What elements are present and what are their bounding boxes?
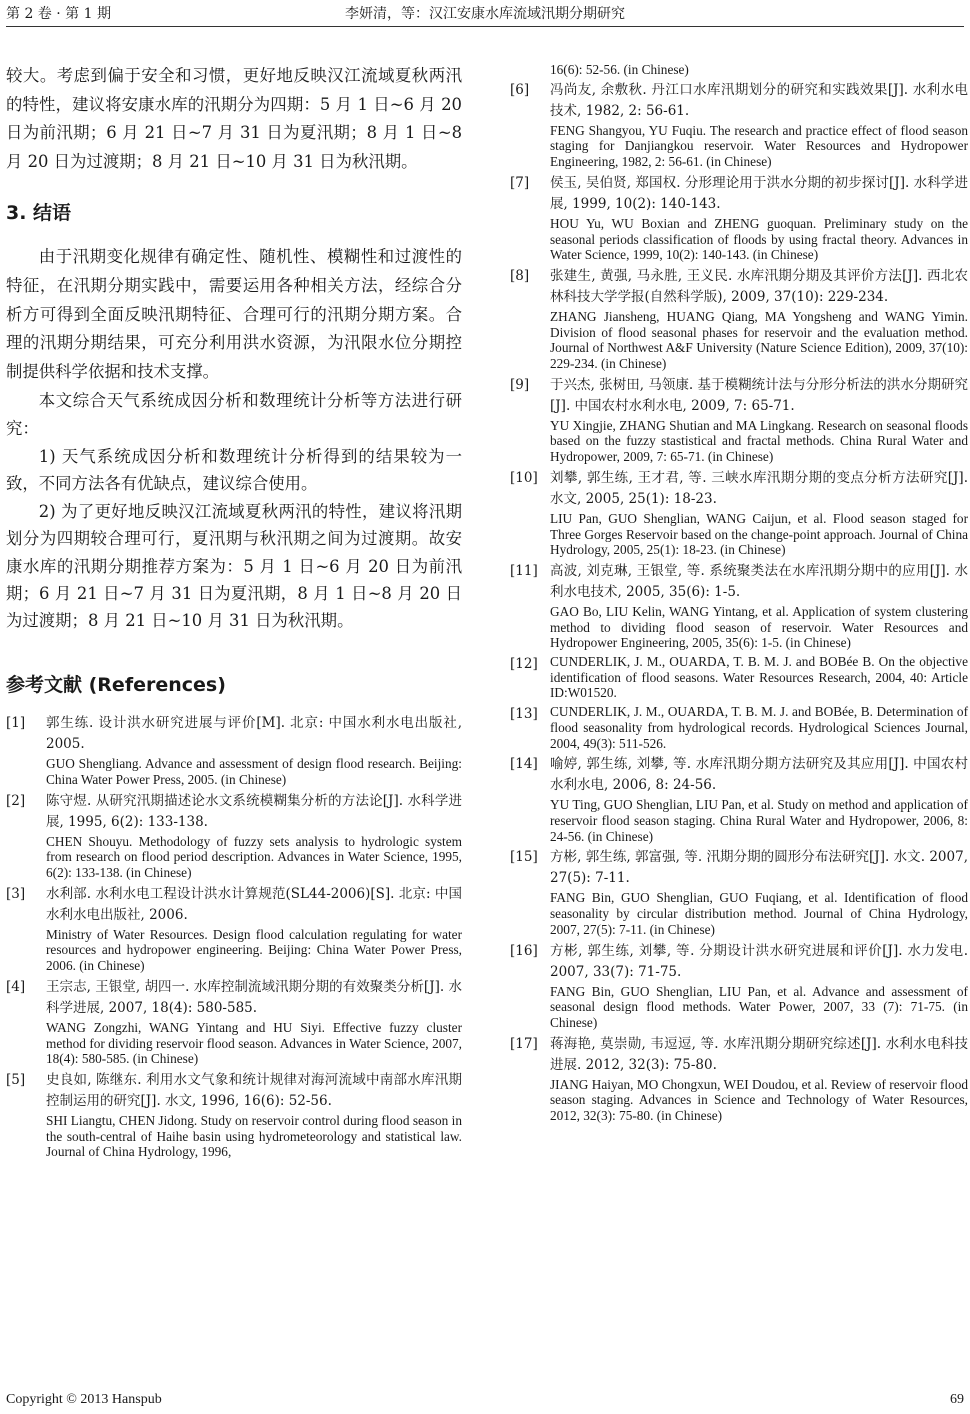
reference-item bbox=[510, 561, 968, 651]
page-footer bbox=[6, 1390, 964, 1414]
reference-number: [8] bbox=[510, 267, 530, 284]
reference-chinese: 张建生, 黄强, 马永胜, 王义民. 水库汛期分期及其评价方法[J]. 西北农林科技大学学报(自然科学版), 2009, 37(10): 229-234. bbox=[550, 267, 968, 305]
reference-number: [7] bbox=[510, 174, 530, 191]
reference-item bbox=[510, 80, 968, 170]
reference-chinese: 水利部. 水利水电工程设计洪水计算规范(SL44-2006)[S]. 北京: 中国水利水电出版社, 2006. bbox=[46, 885, 462, 923]
reference-item bbox=[6, 977, 462, 1067]
reference-item bbox=[6, 1070, 462, 1160]
reference-english: WANG Zongzhi, WANG Yintang and HU Siyi. Effective fuzzy cluster method for dividing reservoir flood season. Advances in Water Science, 2007, 18(4): 580-585. (in Chinese) bbox=[46, 1019, 462, 1067]
journal-issue: 第 2 卷 · 第 1 期 bbox=[6, 6, 111, 22]
reference-english: FANG Bin, GUO Shenglian, GUO Fuqiang, et al. Identification of flood seasonality by circular distribution method. Journal of China Hydrology, 2007, 27(5): 7-11. (in Chinese) bbox=[550, 890, 968, 937]
reference-item bbox=[510, 375, 968, 465]
reference-chinese: 方彬, 郭生练, 刘攀, 等. 分期设计洪水研究进展和评价[J]. 水力发电. 2007, 33(7): 71-75. bbox=[550, 942, 968, 980]
reference-english: HOU Yu, WU Boxian and ZHENG guoquan. Preliminary study on the seasonal periods classification of floods by using fractal theory. Advances in Water Science, 1999, 10(2): 140-143. (in Chinese) bbox=[550, 215, 968, 263]
reference-english: ZHANG Jiansheng, HUANG Qiang, MA Yongsheng and WANG Yimin. Division of flood seasonal phases for reservoir and the evaluation method. Journal of Northwest A&F University (Nature Science Edition), 2009, 37(10): 229-234. (in Chinese) bbox=[550, 308, 968, 372]
reference-english: YU Ting, GUO Shenglian, LIU Pan, et al. Study on method and application of reservoir flood season staging. China Rural Water and Hydropower, 2006, 8: 24-56. (in Chinese) bbox=[550, 797, 968, 844]
reference-english: FANG Bin, GUO Shenglian, LIU Pan, et al. Advance and assessment of seasonal design flood methods. Water Power, 2007, 33 (7): 71-75. (in Chinese) bbox=[550, 983, 968, 1030]
reference-number: [4] bbox=[6, 978, 26, 995]
reference-english: YU Xingjie, ZHANG Shutian and MA Lingkang. Research on seasonal floods based on the fuzzy stastistical and fractal methods. China Rural Water and Hydropower, 2009, 7: 65-71. (in Chinese) bbox=[550, 417, 968, 465]
reference-number: [17] bbox=[510, 1035, 538, 1052]
reference-english: CHEN Shouyu. Methodology of fuzzy sets analysis to hydrologic system from research on flood period description. Advances in Water Science, 1995, 6(2): 133-138. (in Chinese) bbox=[46, 833, 462, 880]
reference-english: FENG Shangyou, YU Fuqiu. The research and practice effect of flood season staging for Danjiangkou reservoir. Water Resources and Hydropower Engineering, 1982, 2: 56-61. (in Chinese) bbox=[550, 122, 968, 170]
reference-item bbox=[510, 754, 968, 844]
reference-chinese: 侯玉, 吴伯贤, 郑国权. 分形理论用于洪水分期的初步探讨[J]. 水科学进展, 1999, 10(2): 140-143. bbox=[550, 174, 968, 212]
reference-english: SHI Liangtu, CHEN Jidong. Study on reservoir control during flood season in the south-central of Haihe basin using hydrometeorology and statistical law. Journal of China Hydrology, 1996, bbox=[46, 1112, 462, 1160]
copyright: Copyright © 2013 Hanspub bbox=[6, 1392, 162, 1407]
reference-number: [3] bbox=[6, 885, 26, 902]
reference-item bbox=[510, 654, 968, 701]
section-title: 3. 结语 bbox=[6, 202, 72, 225]
reference-english: LIU Pan, GUO Shenglian, WANG Caijun, et al. Flood season staged for Three Gorges Reservoir based on the change-point approach. Journal of China Hydrology, 2005, 25(1): 18-23. (in Chinese) bbox=[550, 510, 968, 558]
reference-number: [11] bbox=[510, 562, 538, 579]
reference-english: GAO Bo, LIU Kelin, WANG Yintang, et al. Application of system clustering method to dividing flood season of reservoir. Water Resources and Hydropower Engineering, 2005, 35(6): 1-5. (in Chinese) bbox=[550, 603, 968, 651]
reference-item bbox=[510, 704, 968, 751]
reference-number: [13] bbox=[510, 706, 538, 723]
reference-chinese: 陈守煜. 从研究汛期描述论水文系统模糊集分析的方法论[J]. 水科学进展, 1995, 6(2): 133-138. bbox=[46, 792, 462, 830]
reference-item bbox=[6, 884, 462, 974]
reference-number: [9] bbox=[510, 376, 530, 393]
reference-item bbox=[510, 468, 968, 558]
reference-english: CUNDERLIK, J. M., OUARDA, T. B. M. J. and BOBée B. On the objective identification of flood seasons. Water Resources Research, 2004, 40: Article ID:W01520. bbox=[550, 654, 968, 701]
reference-chinese: 蒋海艳, 莫崇勋, 韦逗逗, 等. 水库汛期分期研究综述[J]. 水利水电科技进展. 2012, 32(3): 75-80. bbox=[550, 1035, 968, 1073]
reference-number: [14] bbox=[510, 756, 538, 773]
reference-number: [16] bbox=[510, 942, 538, 959]
paragraph-point-2: 2) 为了更好地反映汉江流域夏秋两汛的特性，建议将汛期划分为四期较合理可行，夏汛期与秋汛期之间为过渡期。故安康水库的汛期分期推荐方案为：5 月 1 日~6 月 20 日为前汛期；6 月 21 日~7 月 31 日为夏汛期，8 月 1 日~8 月 20 日为过渡期；8 月 21 日~10 月 31 日为秋汛期。 bbox=[6, 502, 462, 630]
reference-item bbox=[6, 713, 462, 787]
reference-number: [5] bbox=[6, 1071, 26, 1088]
reference-item bbox=[510, 941, 968, 1031]
reference-chinese: 刘攀, 郭生练, 王才君, 等. 三峡水库汛期分期的变点分析方法研究[J]. 水文, 2005, 25(1): 18-23. bbox=[550, 469, 968, 507]
reference-list-right bbox=[510, 80, 968, 1124]
reference-number: [12] bbox=[510, 656, 538, 673]
left-column bbox=[6, 62, 462, 1163]
reference-english: CUNDERLIK, J. M., OUARDA, T. B. M. J. and BOBée, B. Determination of flood seasonality from hydrological records. Hydrological Sciences Journal, 2004, 49(3): 511-526. bbox=[550, 704, 968, 751]
page-number: 69 bbox=[950, 1392, 964, 1407]
reference-item bbox=[510, 1034, 968, 1124]
reference-chinese: 于兴杰, 张树田, 马领康. 基于模糊统计法与分形分析法的洪水分期研究[J]. 中国农村水利水电, 2009, 7: 65-71. bbox=[550, 376, 968, 414]
right-column bbox=[510, 62, 968, 1127]
paragraph-point-1: 1) 天气系统成因分析和数理统计分析得到的结果较为一致，不同方法各有优缺点，建议综合使用。 bbox=[6, 446, 462, 493]
reference-item bbox=[510, 173, 968, 263]
reference-chinese: 王宗志, 王银堂, 胡四一. 水库控制流域汛期分期的有效聚类分析[J]. 水科学进展, 2007, 18(4): 580-585. bbox=[46, 978, 462, 1016]
reference-number: [1] bbox=[6, 715, 26, 732]
reference-chinese: 高波, 刘克琳, 王银堂, 等. 系统聚类法在水库汛期分期中的应用[J]. 水利水电技术, 2005, 35(6): 1-5. bbox=[550, 562, 968, 600]
reference-number: [6] bbox=[510, 81, 530, 98]
reference-english: GUO Shengliang. Advance and assessment of design flood research. Beijing: China Water Power Press, 2005. (in Chinese) bbox=[46, 756, 462, 787]
paragraph-methods: 本文综合天气系统成因分析和数理统计分析等方法进行研究： bbox=[6, 391, 462, 438]
reference-english: Ministry of Water Resources. Design flood calculation regulating for water resources and hydropower engineering. Beijing: China Water Power Press, 2006. (in Chinese) bbox=[46, 926, 462, 974]
reference-list-left bbox=[6, 713, 462, 1160]
reference-item bbox=[510, 847, 968, 937]
reference-number: [15] bbox=[510, 849, 538, 866]
reference-chinese: 方彬, 郭生练, 郭富强, 等. 汛期分期的圆形分布法研究[J]. 水文. 2007, 27(5): 7-11. bbox=[550, 849, 968, 887]
reference-english: JIANG Haiyan, MO Chongxun, WEI Doudou, et al. Review of reservoir flood season staging. Advances in Science and Technology of Water Resources, 2012, 32(3): 75-80. (in Chinese) bbox=[550, 1076, 968, 1124]
page-header bbox=[6, 0, 964, 27]
references-title: 参考文献 (References) bbox=[6, 674, 226, 697]
reference-item bbox=[6, 791, 462, 881]
reference-chinese: 冯尚友, 余敷秋. 丹江口水库汛期划分的研究和实践效果[J]. 水利水电技术, 1982, 2: 56-61. bbox=[550, 81, 968, 119]
reference-number: [2] bbox=[6, 792, 26, 809]
running-title: 李妍清，等：汉江安康水库流域汛期分期研究 bbox=[345, 6, 625, 22]
reference-continuation: 16(6): 52-56. (in Chinese) bbox=[550, 62, 689, 77]
reference-chinese: 喻婷, 郭生练, 刘攀, 等. 水库汛期分期方法研究及其应用[J]. 中国农村水利水电, 2006, 8: 24-56. bbox=[550, 756, 968, 794]
reference-chinese: 史良如, 陈继东. 利用水文气象和统计规律对海河流域中南部水库汛期控制运用的研究[J]. 水文, 1996, 16(6): 52-56. bbox=[46, 1071, 462, 1109]
paragraph-intro: 由于汛期变化规律有确定性、随机性、模糊性和过渡性的特征，在汛期分期实践中，需要运用各种相关方法，经综合分析方可得到全面反映汛期特征、合理可行的汛期分期方案。合理的汛期分期结果，可充分利用洪水资源，为汛限水位分期控制提供科学依据和技术支撑。 bbox=[6, 247, 462, 381]
reference-number: [10] bbox=[510, 469, 538, 486]
paragraph-conclusion-tail: 较大。考虑到偏于安全和习惯，更好地反映汉江流域夏秋两汛的特性，建议将安康水库的汛期分为四期：5 月 1 日~6 月 20 日为前汛期；6 月 21 日~7 月 31 日为夏汛期；8 月 1 日~8 月 20 日为过渡期；8 月 21 日~10 月 31 日为秋汛期。 bbox=[6, 66, 462, 171]
reference-chinese: 郭生练. 设计洪水研究进展与评价[M]. 北京: 中国水利水电出版社, 2005. bbox=[46, 715, 462, 753]
reference-item bbox=[510, 266, 968, 372]
